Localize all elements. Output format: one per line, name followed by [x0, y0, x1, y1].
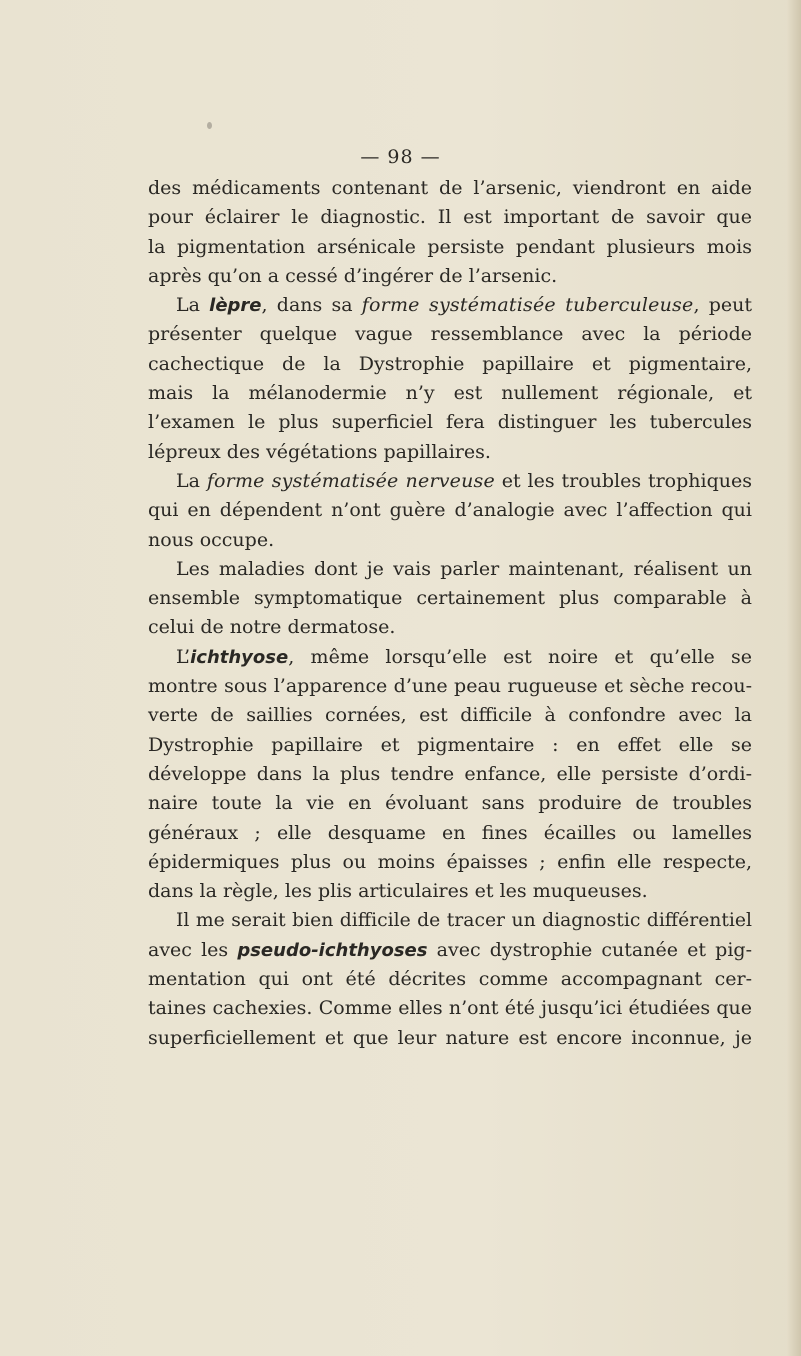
text-line: développe dans la plus tendre enfance, elle persiste d’ordi- [148, 762, 752, 785]
text-line: l’examen le plus superficiel fera distinguer les tubercules [148, 411, 752, 434]
text-line: celui de notre dermatose. [148, 616, 396, 639]
term-lepre: lèpre [209, 295, 262, 317]
text-line: dans la règle, les plis articulaires et les muqueuses. [148, 880, 648, 903]
text-line: verte de saillies cornées, est difficile à confondre avec la [148, 704, 752, 727]
text-line: avec les pseudo-ichthyoses avec dystrophie cutanée et pig- [148, 938, 752, 961]
text-line: cachectique de la Dystrophie papillaire et pigmentaire, [148, 352, 752, 375]
body-text [148, 174, 752, 1053]
text-line: Dystrophie papillaire et pigmentaire : en effet elle se [148, 733, 752, 756]
text-line: après qu’on a cessé d’ingérer de l’arsenic. [148, 264, 558, 287]
text-line: montre sous l’apparence d’une peau rugueuse et sèche recou- [148, 675, 752, 698]
text-line: naire toute la vie en évoluant sans produire de troubles [148, 792, 752, 815]
paper-speck [207, 122, 212, 129]
text-line: taines cachexies. Comme elles n’ont été jusqu’ici étudiées que [148, 997, 752, 1020]
text-line: Il me serait bien difficile de tracer un diagnostic différentiel [176, 910, 752, 932]
page-number: — 98 — [360, 146, 441, 168]
term-forme-tuberculeuse: forme systématisée tuberculeuse [361, 294, 694, 317]
text-line: ensemble symptomatique certainement plus comparable à [148, 587, 752, 610]
text-line: épidermiques plus ou moins épaisses ; enfin elle respecte, [148, 850, 752, 873]
text-line: Les maladies dont je vais parler maintenant, réalisent un [176, 557, 752, 580]
term-pseudo-ichthyoses: pseudo-ichthyoses [237, 939, 428, 961]
text-line: la pigmentation arsénicale persiste pendant plusieurs mois [148, 235, 752, 258]
term-ichthyose: ichthyose [190, 646, 289, 668]
text-line: mentation qui ont été décrites comme accompagnant cer- [148, 968, 752, 991]
text-line: L’ichthyose, même lorsqu’elle est noire et qu’elle se [176, 645, 752, 668]
text-line: pour éclairer le diagnostic. Il est important de savoir que [148, 206, 752, 229]
text-line: superficiellement et que leur nature est encore inconnue, je [148, 1026, 752, 1049]
page-edge-shadow [787, 0, 801, 1356]
text-line: lépreux des végétations papillaires. [148, 440, 491, 463]
text-line: La forme systématisée nerveuse et les troubles trophiques [176, 469, 752, 492]
text-line: des médicaments contenant de l’arsenic, viendront en aide [148, 177, 752, 199]
text-line: présenter quelque vague ressemblance avec la période [148, 323, 752, 346]
text-line: La lèpre, dans sa forme systématisée tuberculeuse, peut [176, 294, 753, 317]
term-forme-nerveuse: forme systématisée nerveuse [206, 469, 495, 492]
text-line: nous occupe. [148, 528, 275, 551]
text-line: mais la mélanodermie n’y est nullement régionale, et [148, 382, 752, 405]
text-line: qui en dépendent n’ont guère d’analogie avec l’affection qui [148, 499, 752, 522]
text-line: généraux ; elle desquame en fines écailles ou lamelles [148, 821, 752, 844]
